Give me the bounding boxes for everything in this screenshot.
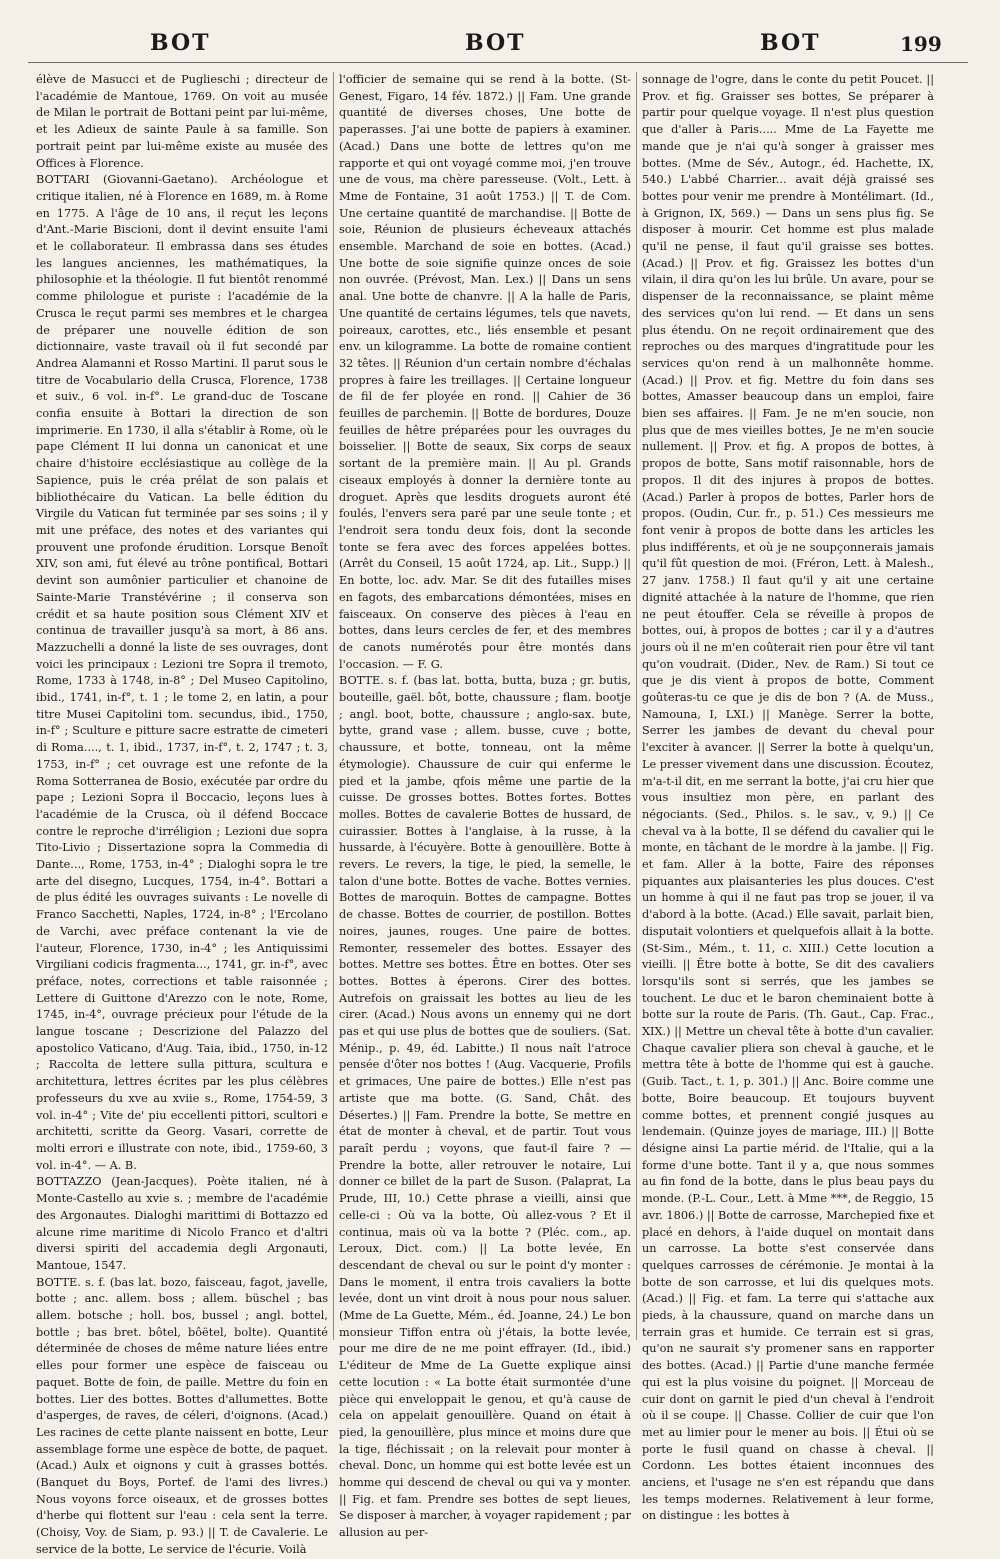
entry-bottari: BOTTARI (Giovanni-Gaetano). Archéologue et critique italien, né à Florence en 1689, m. à Rome en 1775. A l'âge de 10 ans, il reçut les leçons d'Ant.-Marie Biscioni, dont il devint ensuite l'ami et le collaborateur. Il embrassa dans ses études les langues anciennes, les mathématiques, la philosophie et la théologie. Il fut bientôt renommé comme philologue et puriste : l'académie de la Crusca le reçut parmi ses membres et le chargea de préparer une nouvelle édition de son dictionnaire, vaste travail où il fut secondé par Andrea Alamanni et Rosso Martini. Il parut sous le titre de Vocabulario della Crusca, Florence, 1738 et suiv., 6 vol. in-f°. Le grand-duc de Toscane confia ensuite à Bottari la direction de son imprimerie. En 1730, il alla s'établir à Rome, où le pape Clément II lui donna un canonicat et une chaire d'histoire ecclésiastique au collège de la Sapience, puis le créa prélat de son palais et bibliothécaire du Vatican. La belle édition du Virgile du Vatican fut terminée par ses soins ; il y mit une préface, des notes et des variantes qui prouvent une profonde érudition. Lorsque Benoît XIV, son ami, fut élevé au trône pontifical, Bottari devint son aumônier particulier et chanoine de Sainte-Marie Transtévérine ; il conserva son crédit et sa haute position sous Clément XIV et continua de travailler jusqu'à sa mort, à 86 ans. Mazzuchelli a donné la liste de ses ouvrages, dont voici les principaux : Lezioni tre Sopra il tremoto, Rome, 1733 à 1748, in-8° ; Del Museo Capitolino, ibid., 1741, in-f°, t. 1 ; le tome 2, en latin, a pour titre Musei Capitolini tom. secundus, ibid., 1750, in-f° ; Sculture e pitture sacre estratte de cimeteri di Roma...., t. 1, ibid., 1737, in-f°, t. 2, 1747 ; t. 3, 1753, in-f° ; cet ouvrage est une refonte de la Roma Sotterranea de Bosio, exécutée par ordre du pape ; Lezioni Sopra il Boccacio, leçons lues à l'académie de la Crusca, où il défend Boccace contre le reproche d'irréligion ; Lezioni due sopra Tito-Livio ; Dissertazione sopra la Commedia di Dante..., Rome, 1753, in-4° ; Dialoghi sopra le tre arte del disegno, Lucques, 1754, in-4°. Bottari a de plus édité les ouvrages suivants : Le novelle di Franco Sacchetti, Naples, 1724, in-8° ; l'Ercolano de Varchi, avec préface contenant la vie de l'auteur, Florence, 1730, in-4° ; les Antiquissimi Virgiliani codicis fragmenta..., 1741, gr. in-f°, avec préface, notes, corrections et table raisonnée ; Lettere di Guittone d'Arezzo con le note, Rome, 1745, in-4°, ouvrage précieux pour l'étude de la langue toscane ; Descrizione del Palazzo del apostolico Vaticano, d'Aug. Taia, ibid., 1750, in-12 ; Raccolta de lettere sulla pittura, scultura e architettura, lettres écrites par les plus célèbres professeurs du xve au xviie s., Rome, 1754-59, 3 vol. in-4° ; Vite de' piu eccellenti pittori, scultori e architetti, scritte da Georg. Vasari, corrette de molti errori e illustrate con note, ibid., 1759-60, 3 vol. in-4°. — A. B.: [36, 173, 328, 1172]
headword-right: BOT: [760, 30, 821, 56]
entry-botte-chaussure: BOTTE. s. f. (bas lat. botta, butta, buza ; gr. butis, bouteille, gaël. bôt, botte, chaussure ; flam. bootje ; angl. boot, botte, chaussure ; anglo-sax. bute, bytte, grand vase ; allem. busse, cuve ; botte, chaussure, et botte, tonneau, ont la même étymologie). Chaussure de cuir qui enferme le pied et la jambe, qfois même une partie de la cuisse. De grosses bottes. Bottes fortes. Bottes molles. Bottes de cavalerie Bottes de hussard, de cuirassier. Bottes à l'anglaise, à la russe, à la hussarde, à l'écuyère. Botte à genouillère. Botte à revers. Le revers, la tige, le pied, la semelle, le talon d'une botte. Bottes de vache. Bottes vernies. Bottes de maroquin. Bottes de campagne. Bottes de chasse. Bottes de courrier, de postillon. Bottes noires, jaunes, rouges. Une paire de bottes. Remonter, ressemeler des bottes. Essayer des bottes. Mettre ses bottes. Être en bottes. Oter ses bottes. Bottes à éperons. Cirer des bottes. Autrefois on graissait les bottes au lieu de les cirer. (Acad.) Nous avons un ennemy qui ne dort pas et qui use plus de bottes que de souliers. (Sat. Ménip., p. 49, éd. Labitte.) Il nous naît l'atroce pensée d'ôter nos bottes ! (Aug. Vacquerie, Profils et grimaces, Une paire de bottes.) Elle n'est pas artiste que ma botte. (G. Sand, Chât. des Désertes.) || Fam. Prendre la botte, Se mettre en état de monter à cheval, et de partir. Tout vous paraît perdu ; voyons, que faut-il faire ? — Prendre la botte, aller retrouver le notaire, Lui donner ce billet de la part de Suson. (Palaprat, La Prude, III, 10.) Cette phrase a vieilli, ainsi que celle-ci : Où va la botte, Où allez-vous ? Et il continua, mais où va la botte ? (Pléc. com., ap. Leroux, Dict. com.) || La botte levée, En descendant de cheval ou sur le point d'y monter : Dans le moment, il entra trois cavaliers la botte levée, dont un vint droit à nous pour nous saluer. (Mme de La Guette, Mém., éd. Joanne, 24.) Le bon monsieur Tiffon entra où j'étais, la botte levée, pour me dire de ne me point effrayer. (Id., ibid.) L'éditeur de Mme de La Guette explique ainsi cette locution : « La botte était surmontée d'une pièce qui enveloppait le genou, et qu'à cause de cela on appelait genouillère. Quand on était à pied, la genouillère, plus mince et moins dure que la tige, fléchissait ; on la relevait pour monter à cheval. Donc, un homme qui est botte levée est un homme qui descend de cheval ou qui va y monter. || Fig. et fam. Prendre ses bottes de sept lieues, Se disposer à marcher, à voyager rapidement ; par allusion au per-: [339, 674, 631, 1540]
headword-left: BOT: [150, 30, 211, 56]
text-column-2: [339, 72, 631, 1540]
column-paragraph: l'officier de semaine qui se rend à la botte. (St-Genest, Figaro, 14 fév. 1872.) || Fam. Une grande quantité de diverses choses, Une botte de paperasses. J'ai une botte de papiers à examiner. (Acad.) Dans une botte de lettres qu'on me rapporte et qui ont voyagé comme moi, j'en trouve une de vous, ma chère paresseuse. (Volt., Lett. à Mme de Fontaine, 31 août 1753.) || T. de Com. Une certaine quantité de marchandise. || Botte de soie, Réunion de plusieurs écheveaux attachés ensemble. Marchand de soie en bottes. (Acad.) Une botte de soie signifie quinze onces de soie non ouvrée. (Prévost, Man. Lex.) || Dans un sens anal. Une botte de chanvre. || A la halle de Paris, Une quantité de certains légumes, tels que navets, poireaux, carottes, etc., liés ensemble et pesant env. un kilogramme. La botte de romaine contient 32 têtes. || Réunion d'un certain nombre d'échalas propres à faire les treillages. || Certaine longueur de fil de fer ployée en rond. || Cahier de 36 feuilles de parchemin. || Botte de bordures, Douze feuilles de hêtre préparées pour les ouvrages du boisselier. || Botte de seaux, Six corps de seaux sortant de la première main. || Au pl. Grands ciseaux employés à donner la dernière tonte au droguet. Après que lesdits droguets auront été foulés, l'envers sera paré par une seule tonte ; et l'endroit sera tondu deux fois, dont la seconde tonte se fera avec des forces appelées bottes. (Arrêt du Conseil, 15 août 1724, ap. Lit., Supp.) || En botte, loc. adv. Mar. Se dit des futailles mises en fagots, des embarcations démontées, mises en faisceaux. On conserve des pièces à l'eau en bottes, dans leurs cercles de fer, et des membres de canots numérotés pour être montés dans l'occasion. — F. G.: [339, 73, 631, 671]
column-divider: [333, 72, 334, 1340]
text-column-1: [36, 72, 328, 1556]
entry-botte-faisceau: BOTTE. s. f. (bas lat. bozo, faisceau, fagot, javelle, botte ; anc. allem. boss ; allem. büschel ; bas allem. botsche ; holl. bos, bussel ; angl. bottel, bottle ; bas bret. bôtel, bôëtel, bolte). Quantité déterminée de choses de même nature liées entre elles pour former une espèce de faisceau ou paquet. Botte de foin, de paille. Mettre du foin en bottes. Lier des bottes. Bottes d'allumettes. Botte d'asperges, de raves, de céleri, d'oignons. (Acad.) Les racines de cette plante naissent en botte, Leur assemblage forme une espèce de botte, de paquet. (Acad.) Aulx et oignons y cuit à grasses bottés. (Banquet du Boys, Portef. de l'ami des livres.) Nous voyons force oiseaux, et de grosses bottes d'herbe qui flottent sur l'eau : cela sent la terre. (Choisy, Voy. de Siam, p. 93.) || T. de Cavalerie. Le service de la botte, Le service de l'écurie. Voilà: [36, 1275, 328, 1556]
entry-bottazzo: BOTTAZZO (Jean-Jacques). Poète italien, né à Monte-Castello au xvie s. ; membre de l'académie des Argonautes. Dialoghi marittimi di Bottazzo ed alcune rime maritime di Nicolo Franco et d'altri diversi spiriti del accademia degli Argonauti, Mantoue, 1547.: [36, 1175, 328, 1272]
text-column-3: [642, 72, 934, 1523]
column-divider: [636, 72, 637, 1340]
page-number: 199: [900, 32, 942, 56]
headword-center: BOT: [465, 30, 526, 56]
column-paragraph: sonnage de l'ogre, dans le conte du petit Poucet. || Prov. et fig. Graisser ses bottes, Se préparer à partir pour quelque voyage. Il n'est plus question que d'aller à Paris..... Mme de La Fayette me mande que je n'ai qu'à songer à graisser mes bottes. (Mme de Sév., Autogr., éd. Hachette, IX, 540.) L'abbé Charrier... avait déjà graissé ses bottes pour venir me prendre à Montélimart. (Id., à Grignon, IX, 569.) — Dans un sens plus fig. Se disposer à mourir. Cet homme est plus malade qu'il ne pense, il faut qu'il graisse ses bottes. (Acad.) || Prov. et fig. Graissez les bottes d'un vilain, il dira qu'on les lui brûle. Un avare, pour se dispenser de la reconnaissance, se plaint même des services qu'on lui rend. — Et dans un sens plus étendu. On ne reçoit ordinairement que des reproches ou des marques d'ingratitude pour les services qu'on rend à un malhonnête homme. (Acad.) || Prov. et fig. Mettre du foin dans ses bottes, Amasser beaucoup dans un emploi, faire bien ses affaires. || Fam. Je ne m'en soucie, non plus que de mes vieilles bottes, Je ne m'en soucie nullement. || Prov. et fig. A propos de bottes, à propos de botte, Sans motif raisonnable, hors de propos. Il dit des injures à propos de bottes. (Acad.) Parler à propos de bottes, Parler hors de propos. (Oudin, Cur. fr., p. 51.) Ces messieurs me font venir à propos de botte dans les articles les plus indifférents, et où je ne soupçonnerais jamais qu'il fût question de moi. (Fréron, Lett. à Malesh., 27 janv. 1758.) Il faut qu'il y ait une certaine dignité attachée à la nature de l'homme, que rien ne peut étouffer. Cela se réveille à propos de bottes, oui, à propos de bottes ; car il y a d'autres jours où il ne m'en coûterait rien pour être vil tant qu'on voudrait. (Dider., Nev. de Ram.) Si tout ce que je dis vient à propos de botte, Comment goûteras-tu ce que je dis de bon ? (A. de Muss., Namouna, I, LXI.) || Manège. Serrer la botte, Serrer les jambes de devant du cheval pour l'exciter à avancer. || Serrer la botte à quelqu'un, Le presser vivement dans une discussion. Écoutez, m'a-t-il dit, en me serrant la botte, j'ai cru hier que vous insultiez mon père, en parlant des négociants. (Sed., Philos. s. le sav., v, 9.) || Ce cheval va à la botte, Il se défend du cavalier qui le monte, en tâchant de le mordre à la jambe. || Fig. et fam. Aller à la botte, Faire des réponses piquantes aux plaisanteries les plus douces. C'est un homme à qui il ne faut pas trop se jouer, il va d'abord à la botte. (Acad.) Elle savait, parlait bien, disputait volontiers et quelquefois allait à la botte. (St-Sim., Mém., t. 11, c. XIII.) Cette locution a vieilli. || Être botte à botte, Se dit des cavaliers lorsqu'ils sont si serrés, que les jambes se touchent. Le duc et le baron cheminaient botte à botte sur la route de Paris. (Th. Gaut., Cap. Frac., XIX.) || Mettre un cheval tête à botte d'un cavalier. Chaque cavalier pliera son cheval à gauche, et le mettra tête à botte de l'homme qui est à gauche. (Guib. Tact., t. 1, p. 301.) || Anc. Boire comme une botte, Boire beaucoup. Et toujours buyvent comme bottes, et prennent congié jusques au lendemain. (Quinze joyes de mariage, III.) || Botte désigne ainsi La partie mérid. de l'Italie, qui a la forme d'une botte. Tant il y a, que nous sommes au fin fond de la botte, dans le plus beau pays du monde. (P.-L. Cour., Lett. à Mme ***, de Reggio, 15 avr. 1806.) || Botte de carrosse, Marchepied fixe et placé en dehors, à l'aide duquel on montait dans un carrosse. La botte s'est conservée dans quelques carrosses de cérémonie. Je montai à la botte de son carrosse, et lui dis quelques mots. (Acad.) || Fig. et fam. La terre qui s'attache aux pieds, à la chaussure, quand on marche dans un terrain gras et humide. Ce terrain est si gras, qu'on ne saurait s'y promener sans en rapporter des bottes. (Acad.) || Partie d'une manche fermée qui est la plus voisine du poignet. || Morceau de cuir dont on garnit le pied d'un cheval à l'endroit où il se coupe. || Chasse. Collier de cuir que l'on met au limier pour le mener au bois. || Étui où se porte le fusil quand on chasse à cheval. || Cordonn. Les bottes étaient inconnues des anciens, et l'usage ne s'en est répandu que dans les temps modernes. Relativement à leur forme, on distingue : les bottes à: [642, 73, 934, 1523]
column-paragraph: élève de Masucci et de Puglieschi ; directeur de l'académie de Mantoue, 1769. On voit au musée de Milan le portrait de Bottani peint par lui-même, et les Adieux de sainte Paule à sa famille. Son portrait peint par lui-même existe au musée des Offices à Florence.: [36, 73, 328, 170]
header-rule: [28, 62, 968, 63]
running-header: [0, 30, 1000, 70]
